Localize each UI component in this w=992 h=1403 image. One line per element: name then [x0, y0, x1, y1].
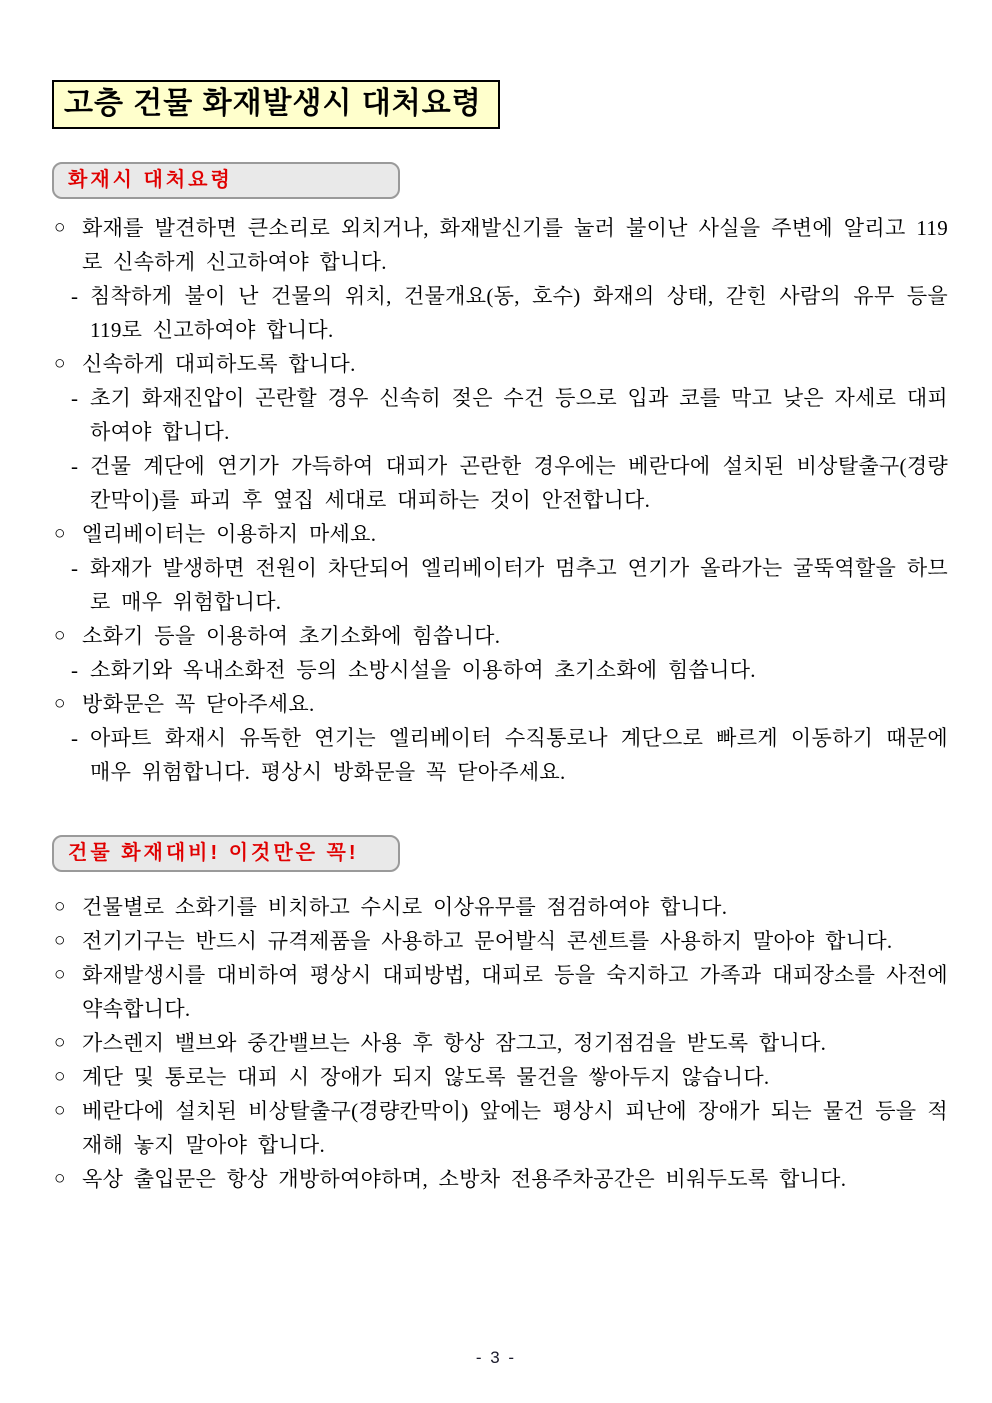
bullet-marker: ○ — [54, 1032, 66, 1053]
item-text: 초기 화재진압이 곤란할 경우 신속히 젖은 수건 등으로 입과 코를 막고 낮은 자세로 대피하여야 합니다. — [90, 386, 948, 444]
bullet-marker: ○ — [54, 1100, 66, 1121]
dash-marker: - — [71, 386, 79, 410]
item-text: 침착하게 불이 난 건물의 위치, 건물개요(동, 호수) 화재의 상태, 갇힌 사람의 유무 등을 119로 신고하여야 합니다. — [90, 284, 948, 342]
bullet-marker: ○ — [54, 896, 66, 917]
bullet-marker: ○ — [54, 964, 66, 985]
bullet-marker: ○ — [54, 625, 66, 646]
list-item — [52, 619, 948, 653]
list-item — [52, 551, 948, 619]
section-header-fire-preparedness: 건물 화재대비! 이것만은 꼭! — [52, 835, 400, 872]
list-item — [52, 1060, 948, 1094]
list-item — [52, 347, 948, 381]
list-item — [52, 211, 948, 279]
list-item — [52, 890, 948, 924]
list-item — [52, 1094, 948, 1162]
item-text: 소화기 등을 이용하여 초기소화에 힘씁니다. — [82, 624, 501, 648]
item-text: 엘리베이터는 이용하지 마세요. — [82, 522, 377, 546]
dash-marker: - — [71, 726, 79, 750]
section-header-fire-response: 화재시 대처요령 — [52, 162, 400, 199]
item-text: 옥상 출입문은 항상 개방하여야하며, 소방차 전용주차공간은 비워두도록 합니다. — [82, 1167, 847, 1191]
dash-marker: - — [71, 454, 79, 478]
item-text: 건물 계단에 연기가 가득하여 대피가 곤란한 경우에는 베란다에 설치된 비상탈출구(경량칸막이)를 파괴 후 옆집 세대로 대피하는 것이 안전합니다. — [90, 454, 948, 512]
list-item — [52, 381, 948, 449]
list-item — [52, 1026, 948, 1060]
bullet-marker: ○ — [54, 217, 66, 238]
bullet-marker: ○ — [54, 523, 66, 544]
list-item — [52, 958, 948, 1026]
item-text: 가스렌지 밸브와 중간밸브는 사용 후 항상 잠그고, 정기점검을 받도록 합니다. — [82, 1031, 827, 1055]
item-text: 화재를 발견하면 큰소리로 외치거나, 화재발신기를 눌러 불이난 사실을 주변에 알리고 119로 신속하게 신고하여야 합니다. — [82, 216, 948, 274]
dash-marker: - — [71, 556, 79, 580]
document-title: 고층 건물 화재발생시 대처요령 — [52, 80, 500, 129]
list-item — [52, 1162, 948, 1196]
page-number: - 3 - — [475, 1348, 517, 1367]
item-text: 계단 및 통로는 대피 시 장애가 되지 않도록 물건을 쌓아두지 않습니다. — [82, 1065, 770, 1089]
list-item — [52, 449, 948, 517]
bullet-marker: ○ — [54, 693, 66, 714]
bullet-marker: ○ — [54, 1066, 66, 1087]
item-text: 화재발생시를 대비하여 평상시 대피방법, 대피로 등을 숙지하고 가족과 대피장소를 사전에 약속합니다. — [82, 963, 948, 1021]
item-text: 방화문은 꼭 닫아주세요. — [82, 692, 315, 716]
list-item — [52, 517, 948, 551]
list-item — [52, 687, 948, 721]
list-item — [52, 721, 948, 789]
item-text: 건물별로 소화기를 비치하고 수시로 이상유무를 점검하여야 합니다. — [82, 895, 728, 919]
bullet-marker: ○ — [54, 930, 66, 951]
item-text: 소화기와 옥내소화전 등의 소방시설을 이용하여 초기소화에 힘씁니다. — [90, 658, 756, 682]
dash-marker: - — [71, 284, 79, 308]
section-fire-response-content — [52, 211, 948, 789]
list-item — [52, 924, 948, 958]
dash-marker: - — [71, 658, 79, 682]
bullet-marker: ○ — [54, 353, 66, 374]
list-item — [52, 653, 948, 687]
section-fire-preparedness-content — [52, 890, 948, 1196]
item-text: 신속하게 대피하도록 합니다. — [82, 352, 356, 376]
list-item — [52, 279, 948, 347]
bullet-marker: ○ — [54, 1168, 66, 1189]
item-text: 화재가 발생하면 전원이 차단되어 엘리베이터가 멈추고 연기가 올라가는 굴뚝역할을 하므로 매우 위험합니다. — [90, 556, 948, 614]
item-text: 아파트 화재시 유독한 연기는 엘리베이터 수직통로나 계단으로 빠르게 이동하기 때문에 매우 위험합니다. 평상시 방화문을 꼭 닫아주세요. — [90, 726, 948, 784]
item-text: 베란다에 설치된 비상탈출구(경량칸막이) 앞에는 평상시 피난에 장애가 되는 물건 등을 적재해 놓지 말아야 합니다. — [82, 1099, 948, 1157]
item-text: 전기기구는 반드시 규격제품을 사용하고 문어발식 콘센트를 사용하지 말아야 합니다. — [82, 929, 893, 953]
